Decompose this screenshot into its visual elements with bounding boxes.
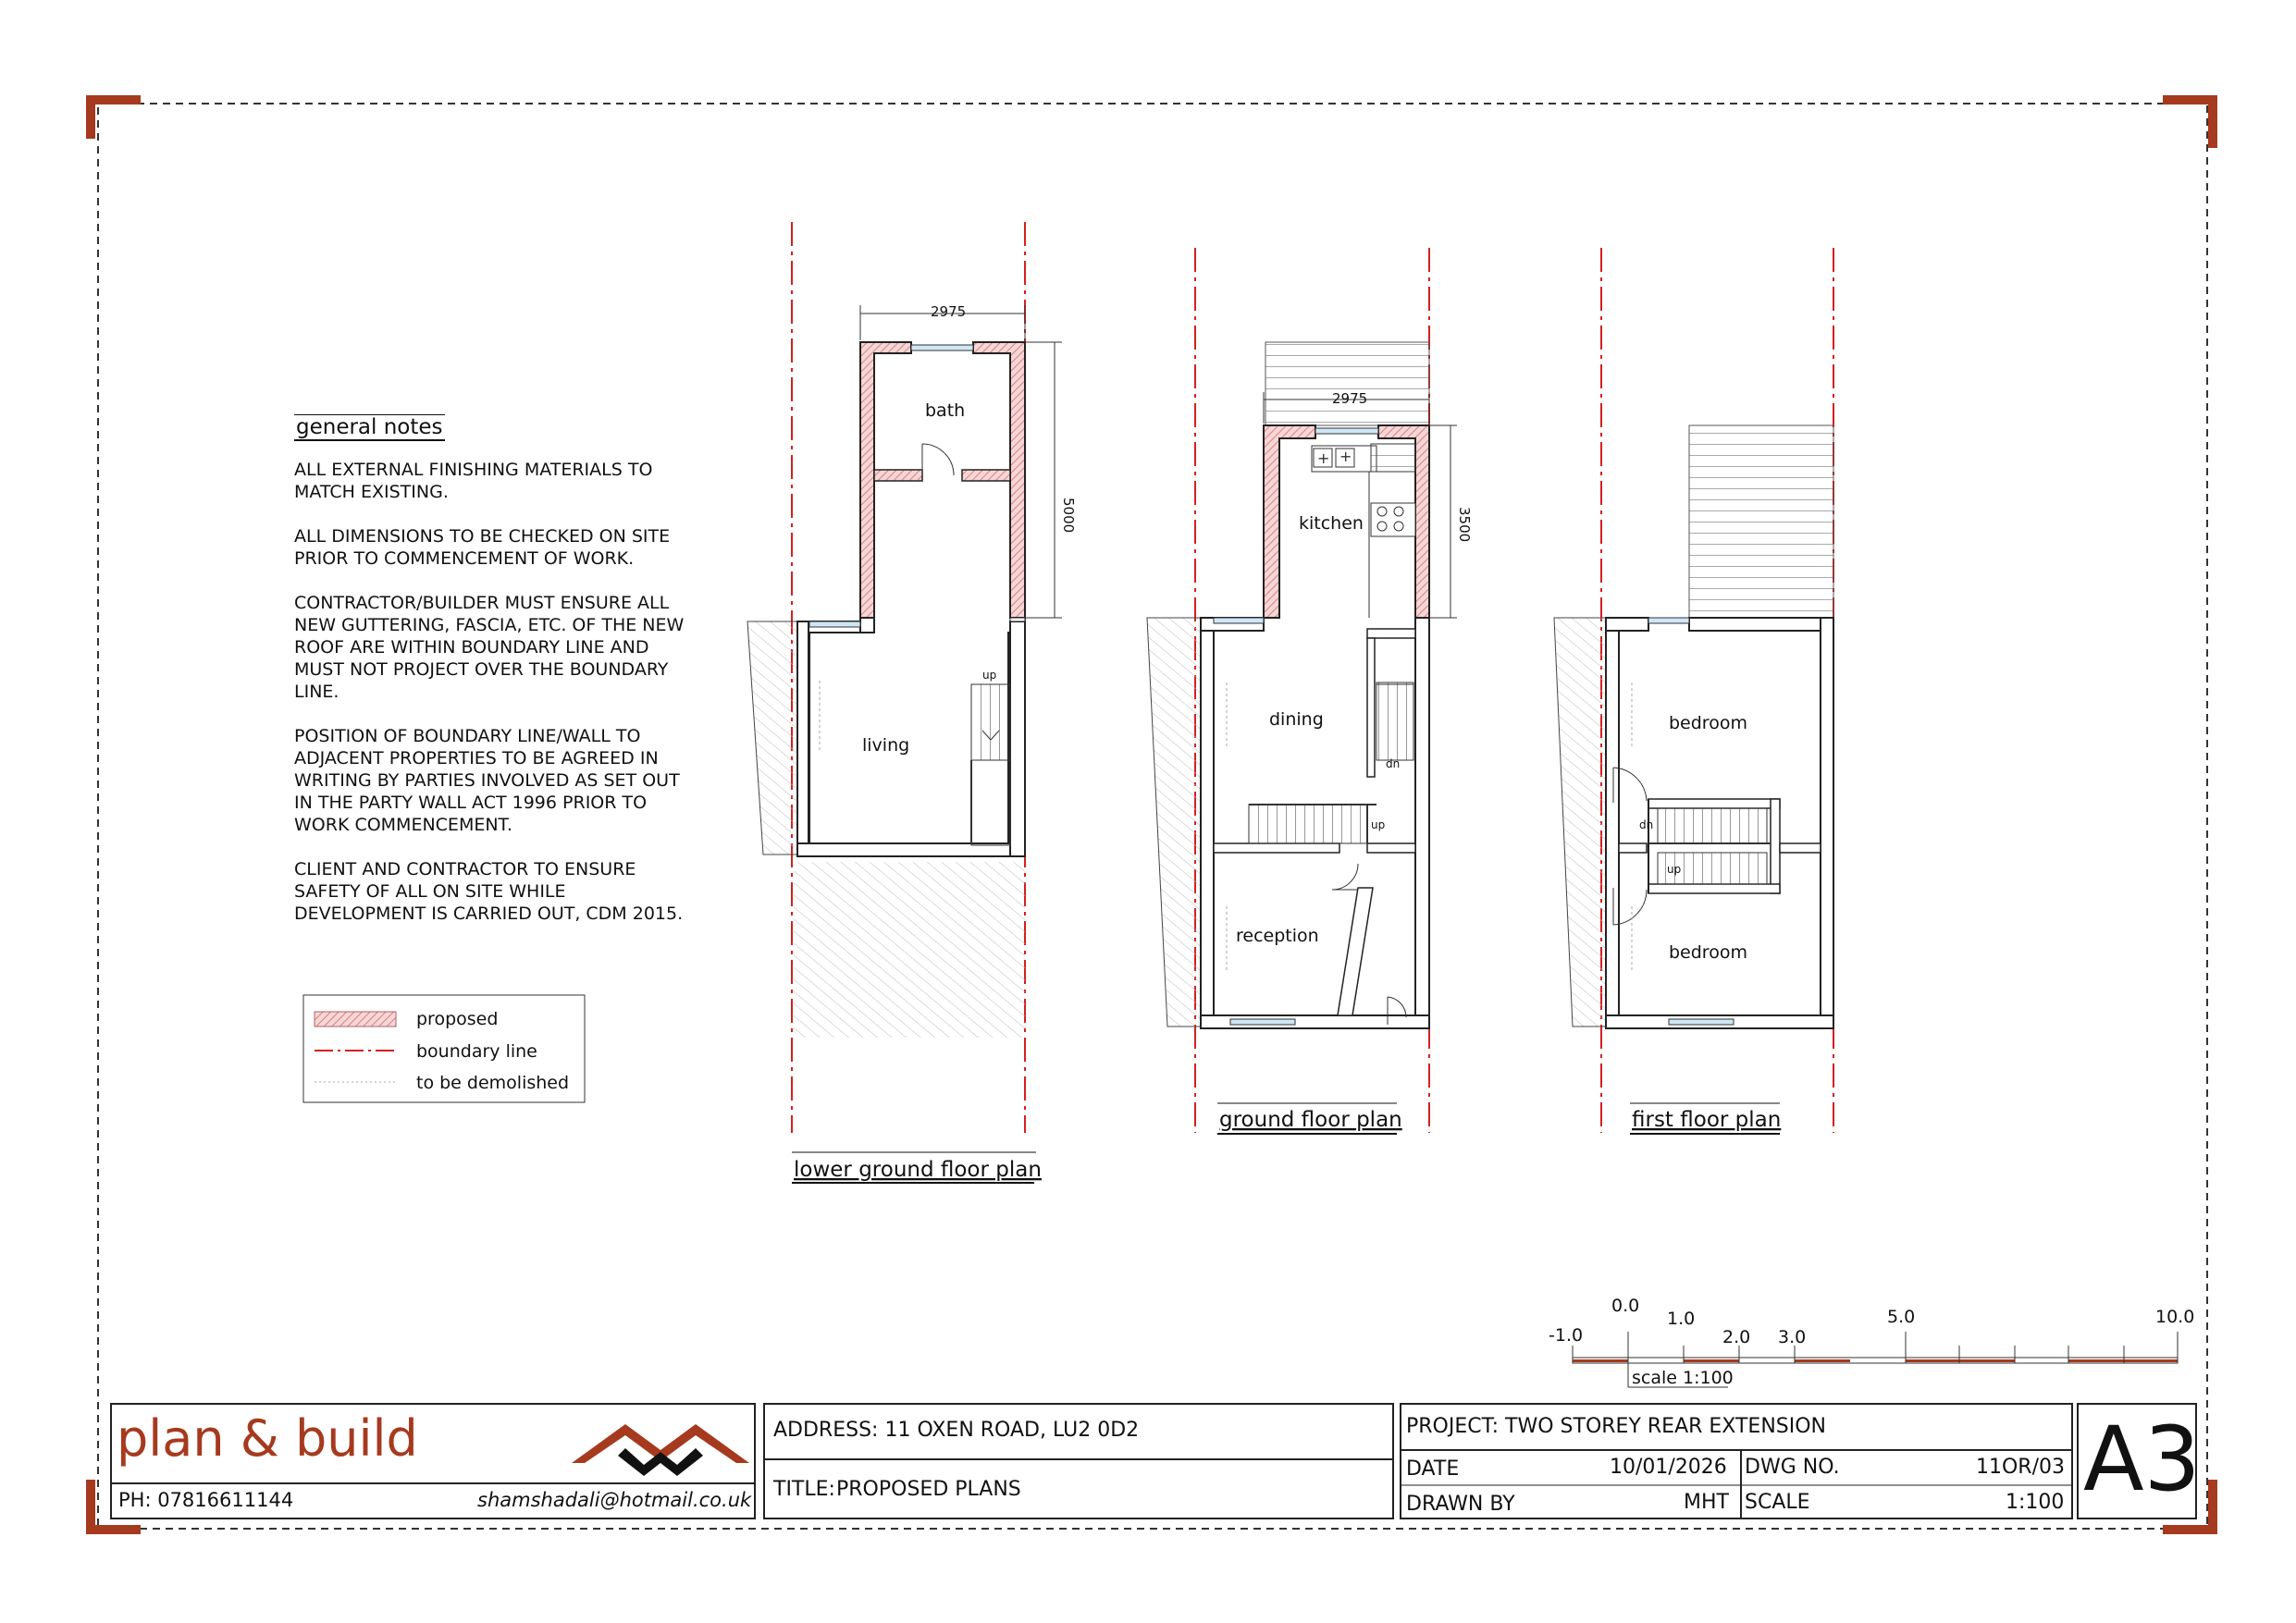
scale-label-1: 1.0 bbox=[1667, 1309, 1696, 1329]
legend-boundary-label: boundary line bbox=[416, 1041, 537, 1062]
first-label-bedroom-bottom: bedroom bbox=[1669, 942, 1747, 963]
drawing-title: PROPOSED PLANS bbox=[836, 1478, 1021, 1501]
first-label-dn: dn bbox=[1639, 818, 1654, 831]
ground-label-dn: dn bbox=[1386, 757, 1401, 770]
date-value: 10/01/2026 bbox=[1610, 1456, 1727, 1479]
scale-label-3: 3.0 bbox=[1778, 1327, 1807, 1347]
scale-label-neg1: -1.0 bbox=[1549, 1325, 1584, 1346]
scale-value: 1:100 bbox=[2006, 1491, 2065, 1514]
lower-label-bath: bath bbox=[925, 400, 966, 421]
legend-proposed-label: proposed bbox=[416, 1009, 499, 1029]
drawn-by-label: DRAWN BY bbox=[1406, 1493, 1515, 1516]
project-name: PROJECT: TWO STOREY REAR EXTENSION bbox=[1406, 1415, 1827, 1438]
drawing-title-label: TITLE: bbox=[773, 1478, 835, 1501]
scale-label-0: 0.0 bbox=[1611, 1296, 1640, 1316]
first-plan-title: first floor plan bbox=[1632, 1108, 1782, 1132]
company-name: plan & build bbox=[117, 1409, 418, 1468]
scale-label-10: 10.0 bbox=[2155, 1307, 2195, 1327]
note-item: POSITION OF BOUNDARY LINE/WALL TO ADJACENT PROPERTIES TO BE AGREED IN WRITING BY PARTIES INVOLVED AS SET OUT IN THE PARTY WALL ACT 1996 PRIOR TO WORK COMMENCEMENT. bbox=[294, 726, 680, 835]
note-item: CONTRACTOR/BUILDER MUST ENSURE ALL NEW GUTTERING, FASCIA, ETC. OF THE NEW ROOF ARE WITHIN BOUNDARY LINE AND MUST NOT PROJECT OVER THE BOUNDARY LINE. bbox=[294, 593, 685, 702]
general-notes-list bbox=[294, 459, 692, 947]
general-notes-title: general notes bbox=[296, 415, 443, 439]
sheet-size: A3 bbox=[2083, 1408, 2201, 1511]
note-item: ALL DIMENSIONS TO BE CHECKED ON SITE PRIOR TO COMMENCEMENT OF WORK. bbox=[294, 526, 671, 569]
lower-dim-depth: 5000 bbox=[1060, 498, 1077, 534]
ground-label-kitchen: kitchen bbox=[1299, 513, 1364, 534]
drawn-by-value: MHT bbox=[1684, 1491, 1729, 1514]
lower-ground-floor-plan bbox=[747, 222, 1062, 1133]
lower-plan-title: lower ground floor plan bbox=[794, 1158, 1042, 1182]
project-address: ADDRESS: 11 OXEN ROAD, LU2 0D2 bbox=[773, 1419, 1140, 1442]
scale-caption: scale 1:100 bbox=[1632, 1368, 1734, 1388]
ground-label-up: up bbox=[1371, 818, 1386, 831]
dwg-label: DWG NO. bbox=[1745, 1456, 1840, 1479]
first-label-up: up bbox=[1667, 863, 1682, 876]
ground-dim-width: 2975 bbox=[1332, 390, 1368, 407]
company-phone: PH: 07816611144 bbox=[118, 1489, 294, 1511]
dwg-value: 11OR/03 bbox=[1976, 1456, 2066, 1479]
lower-label-up: up bbox=[982, 669, 997, 682]
ground-label-dining: dining bbox=[1269, 709, 1324, 730]
ground-plan-title: ground floor plan bbox=[1219, 1108, 1402, 1132]
svg-text:+: + bbox=[1317, 449, 1330, 467]
ground-dim-depth: 3500 bbox=[1456, 507, 1473, 543]
legend-proposed-swatch bbox=[315, 1012, 396, 1027]
ground-floor-plan bbox=[1147, 248, 1457, 1133]
note-item: ALL EXTERNAL FINISHING MATERIALS TO MATCH EXISTING. bbox=[294, 460, 653, 502]
lower-dim-width: 2975 bbox=[931, 303, 967, 320]
scale-label-2: 2.0 bbox=[1722, 1327, 1751, 1347]
first-floor-plan bbox=[1554, 248, 1833, 1133]
scale-label-5: 5.0 bbox=[1887, 1307, 1916, 1327]
scale-label: SCALE bbox=[1745, 1491, 1810, 1514]
ground-label-reception: reception bbox=[1236, 926, 1319, 946]
legend-demolished-label: to be demolished bbox=[416, 1073, 570, 1093]
note-item: CLIENT AND CONTRACTOR TO ENSURE SAFETY OF ALL ON SITE WHILE DEVELOPMENT IS CARRIED OUT, CDM 2015. bbox=[294, 859, 684, 924]
date-label: DATE bbox=[1406, 1457, 1460, 1481]
company-email: shamshadali@hotmail.co.uk bbox=[477, 1489, 752, 1511]
first-label-bedroom-top: bedroom bbox=[1669, 713, 1747, 733]
svg-text:+: + bbox=[1339, 448, 1352, 465]
lower-label-living: living bbox=[862, 735, 910, 756]
